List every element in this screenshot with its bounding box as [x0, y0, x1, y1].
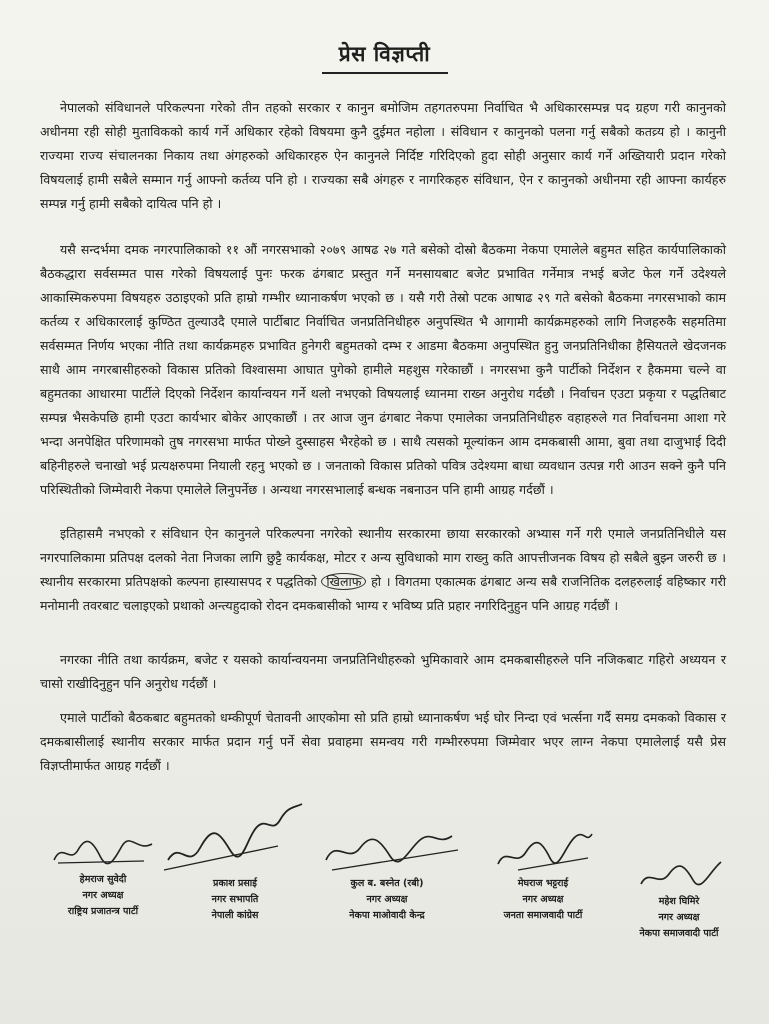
signatory-1 [28, 830, 178, 920]
document-title: प्रेस विज्ञप्ती [338, 42, 431, 66]
signatory-4-party: जनता समाजवादी पार्टी [503, 910, 583, 921]
paragraph-3-after: हो । विगतमा एकात्मक ढंगबाट अन्य सबै राजनितिक दलहरुलाई वहिष्कार गरी मनोमानी तवरबाट चलाइएको प्रथाको अन्त्यहुदाको रोदन दमकबासीको भाग्य र भविष्य प्रति प्रहार नगरिदिनुहुन पनि आग्रह गर्दछौं । [40, 574, 726, 613]
signature-3-image [312, 826, 462, 874]
signatory-1-party: राष्ट्रिय प्रजातन्त्र पार्टी [67, 906, 139, 917]
signatory-3-title: नगर अध्यक्ष [366, 894, 408, 905]
signature-5-image [629, 858, 729, 892]
signatory-4-title: नगर अध्यक्ष [522, 894, 564, 905]
signatory-5-name: महेश घिमिरे [658, 896, 700, 907]
signature-4-image [488, 828, 598, 874]
circled-phrase: खिलाफ [321, 573, 366, 590]
paragraph-1: नेपालको संविधानले परिकल्पना गरेको तीन तहको सरकार र कानुन बमोजिम तहगतरुपमा निर्वाचित भै अधिकारसम्पन्न पद ग्रहण गरी कानुनको अधीनमा रही सोही मुताविकको कार्य गर्ने अधिकार रहेको विषयमा कुनै दुईमत नहोला । संविधान र कानुनको पलना गर्नु सबैको कतव्र्य हो । कानुनी राज्यमा राज्य संचालनका निकाय तथा अंगहरुको अधिकारहरु ऐन कानुनले निर्दिष्ट गरिदिएको हुदा सोही अनुसार कार्य गर्ने अख्तियारी प्रदान गरेको विषयलाई हामी सबैले सम्मान गर्नु आफ्नो कर्तव्य पनि हो । राज्यका सबै अंगहरु र नागरिकहरु संविधान, ऐन र कानुनको अधीनमा रही आफ्ना कार्यहरु सम्पन्न गर्नु हामी सबैको दायित्व पनि हो । [40, 100, 726, 211]
signatory-3-party: नेकपा माओवादी केन्द्र [349, 910, 425, 921]
signature-1-image [48, 830, 158, 870]
signatory-3-name: कुल ब. बस्नेत (रबी) [350, 878, 424, 889]
signature-2-image [160, 800, 310, 874]
signatory-4-name: मेघराज भट्टराई [517, 878, 569, 889]
paragraph-5: एमाले पार्टीको बैठकबाट बहुमतको धम्कीपूर्ण चेतावनी आएकोमा सो प्रति हाम्रो ध्यानाकर्षण भई घोर निन्दा एवं भर्त्सना गर्दै समग्र दमकको विकास र दमकबासीलाई स्थानीय सरकार मार्फत प्रदान गर्नु पर्ने सेवा प्रवाहमा समन्वय गरी गम्भीररुपमा जिम्मेवार भएर लाग्न नेकपा एमालेलाई यसै प्रेस विज्ञप्तीमार्फत आग्रह गर्दछौं । [40, 710, 726, 773]
title-underline [322, 72, 448, 74]
signatory-5-party: नेकपा समाजवादी पार्टी [639, 928, 719, 939]
signatory-2-title: नगर सभापति [211, 894, 259, 905]
signatory-1-name: हेमराज सुवेदी [79, 874, 127, 885]
paragraph-2: यसै सन्दर्भमा दमक नगरपालिकाको ११ औं नगरसभाको २०७९ आषढ २७ गते बसेको दोस्रो बैठकमा नेकपा एमालेले बहुमत सहित कार्यपालिकाको बैठकद्धारा सर्वसम्मत पास गरेको विषयलाई पुनः फरक ढंगबाट प्रस्तुत गर्ने मनसायबाट बजेट प्रभावित गर्नेमात्र नभई बजेट फेल गर्ने उदेश्यले आकास्मिकरुपमा विषयहरु उठाइएको प्रति हाम्रो गम्भीर ध्यानाकर्षण भएको छ । यसै गरी तेस्रो पटक आषाढ २९ गते बसेको बैठकमा नगरसभाको काम कर्तव्य र अधिकारलाई कुण्ठित तुल्याउदै एमाले पार्टीबाट निर्वाचित जनप्रतिनिधीहरु अनुपस्थित भै आगामी कार्यक्रमहरुको लागि निजहरुकै सहमतिमा सर्वसम्मत निर्णय भएका नीति तथा कार्यक्रमहरु प्रभावित हुनेगरी बहुमतको दम्भ र आडमा बैठकमा अनुपस्थित हुनु जनप्रतिनिधीका हैसियतले खेदजनक साथै आम नगरबासीहरुको विकास प्रतिको विश्वासमा आघात पुगेको हामीले महशुस गरेकाछौं । नगरसभा कुनै पार्टीको निर्देशन र हैकममा चल्ने वा बहुमतका आधारमा पार्टीले दिएको निर्देशन कार्यान्वयन गर्ने थलो नभएको विषयलाई ध्यानमा राख्न अनुरोध गर्दछौ । निर्वाचन एउटा प्रकृया र पद्धतिबाट सम्पन्न भैसकेपछि हामी एउटा कार्यभार बोकेर आएकाछौं । तर आज जुन ढंगबाट नेकपा एमालेका जनप्रतिनिधीहरु वहाहरुले गत निर्वाचनमा आशा गरे भन्दा अनपेक्षित परिणामको तुष नगरसभा मार्फत पोख्ने दुस्साहस भैरहेको छ । साथै त्यसको मूल्यांकन आम दमकबासी आमा, बुवा तथा दाजुभाई दिदी बहिनीहरुले चनाखो भई प्रत्यक्षरुपमा नियाली रहनु भएको छ । जनताको विकास प्रतिको पवित्र उदेश्यमा बाधा व्यवधान उत्पन्न गरी आउन सक्ने कुनै पनि परिस्थितीको जिम्मेवारी नेकपा एमालेले लिनुपर्नेछ । अन्यथा नगरसभालाई बन्धक नबनाउन पनि हामी आग्रह गर्दछौं । [40, 242, 726, 497]
paragraph-4: नगरका नीति तथा कार्यक्रम, बजेट र यसको कार्यान्वयनमा जनप्रतिनिधीहरुको भुमिकावारे आम दमकबासीहरुले पनि नजिकबाट गहिरो अध्ययन र चासो राखीदिनुहुन पनि अनुरोध गर्दछौं । [40, 652, 726, 691]
signatory-2-party: नेपाली कांग्रेस [211, 910, 259, 921]
paragraph-3 [40, 522, 726, 618]
signatory-5 [604, 858, 754, 942]
signatory-5-title: नगर अध्यक्ष [658, 912, 700, 923]
signatory-4 [468, 828, 618, 924]
signatory-2-name: प्रकाश प्रसाई [213, 878, 257, 889]
signatory-1-title: नगर अध्यक्ष [82, 890, 124, 901]
paragraph-3-before: इतिहासमै नभएको र संविधान ऐन कानुनले परिकल्पना नगरेको स्थानीय सरकारमा छाया सरकारको अभ्यास गर्ने गरी एमाले जनप्रतिनिधीले यस नगरपालिकामा प्रतिपक्ष दलको नेता निजका लागि छुट्टै कार्यकक्ष, मोटर र अन्य सुविधाको माग राख्नु कति आपत्तीजनक विषय हो सबैले बुझ्न जरुरी छ । स्थानीय सरकारमा प्रतिपक्षको कल्पना हास्यासपद र पद्धतिको [40, 526, 726, 589]
signatory-3 [312, 826, 462, 924]
signatory-2 [160, 800, 310, 924]
